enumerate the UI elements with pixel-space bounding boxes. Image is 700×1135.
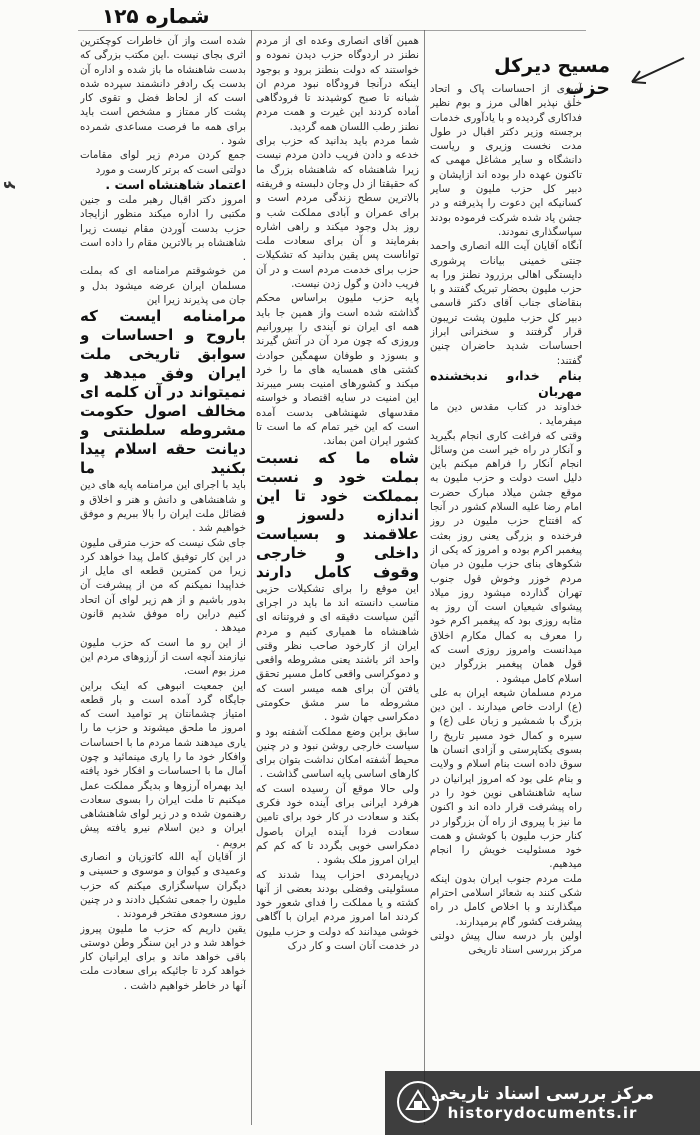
col3-para-7: از این رو ما است که حزب ملیون نیازمند آنچه است از آرزوهای مردم این مرز بوم است. — [80, 636, 246, 678]
col3-para-4: من خوشوقتم مرامنامه ای که بملت مسلمان ایران عرضه میشود بدل و جان می پذیرند زیرا این — [80, 265, 246, 307]
col3-para-5: باید با اجرای این مرامنامه پایه های دین و شاهنشاهی و دانش و هنر و اخلاق و فضائل ملت ایران را بالا ببریم و موفق خواهیم شد . — [80, 479, 246, 535]
col3-bold-1: اعتماد شاهنشاه است . — [105, 176, 246, 192]
col1-para-4: وقتی که فراغت کاری انجام بگیرید و آنکار در راه خیر است من وسائل انجام آنکار را فراهم میکنم باین دلیل است دولت و حزب ملیون به موقع جشن میلاد مبارک حضرت امام رضا علیه السلام کشور در آنجا که افتتاح حزب ملیون در روز فرخنده و بزرگی یعنی روز بعثت پیغمبر اکرم بوده و امروز که یکی از شکوهای بنای حزب ملیون در میان مردم خوزر وخوش قول جنوب تهران گذارده میشود روز میلاد پیشوای شیعیان است آن روز به مثابه روزی بود که پیغمبر اکرم خود را معرف به کمال مکارم اخلاق میدانست وامروز روزی است که قول همان پیغمبر بزرگوار دین اسلام کامل میشود . — [430, 429, 582, 685]
column-3 — [80, 34, 246, 1124]
article-title: مسیح دیرکل حزب — [494, 55, 610, 99]
col3-bold-2: مرامنامه ایست که باروح و احساسات و سوابق تاریخی ملت ایران وفق میدهد و نمیتواند در آن کلمه ای مخالف اصول حکومت مشروطه سلطنتی و دیانت حقه اسلام پیدا بکنید ما — [80, 307, 246, 478]
col2-para-3: پایه حزب ملیون براساس محکم گذاشته شده است واز همین جا باید همه ای ایران نو آیندی را بپرورانیم وروزی که چون مرد آن در آتش گیرند و بسوزد و طوفان سهمگین حوادث کشتی های همسایه های ما را خرد میکند و کشورهای امنیت بسر میبرند این امنیت در سایه اقتصاد و خواسته مقدسهای شهنشاهی بدست آمده است که این خیر تمام که ما است تا کشور ایران امن بماند. — [256, 292, 419, 448]
col3-para-6: جای شک نیست که حزب مترقی ملیون در این کار توفیق کامل پیدا خواهد کرد زیرا من کمترین قطعه ای مایل از خداپیدا نمیکنم که من از پیشرفت آن بدور باشیم و از هم زیر لوای آن اتحاد کنیم دراین راه موفق شدیم قانون میدهد . — [80, 536, 246, 635]
watermark-url: historydocuments.ir — [447, 1104, 638, 1122]
col1-para-5: مردم مسلمان شیعه ایران به علی (ع) ارادت خاص میدارند . این دین بزرگ با شمشیر و زبان علی (ع) و سیره و کمال خود مسیر تاریخ را بسوی یکتاپرستی و آزادی انسان ها سوق داده است بنام اسلام و ولایت و بنام علی بود که امروز ایرانیان در سایه شاهنشاهی نوین خود را در راه پیشرفت قرار داده اند و اکنون ما نیز با پیروی از راه آن بزرگوار در کنار حزب ملیون با کوشش و همت خود مسئولیت خویش را انجام میدهیم. — [430, 686, 582, 871]
column-separator — [251, 30, 252, 1125]
handwritten-arrow-icon — [626, 52, 686, 92]
header-rule — [78, 30, 586, 31]
col3-para-2: جمع کردن مردم زیر لوای مقامات دولتی است که برتر کارست و مورد — [80, 149, 246, 176]
watermark-text: مرکز بررسی اسناد تاریخی — [431, 1084, 654, 1104]
col1-para-2: آنگاه آقایان آیت الله انصاری واحمد جنتی خمینی بیانات پرشوری دایستگی اهالی برزرود نطنز ورا به حزب ملیون بحضار تبریک گفتند و با بنقاضای جناب آقای دکتر قاسمی دبیر کل حزب ملیون پشت تریبون قرار گرفتند و سخنرانی ابراز احساسات شدید حاضران چنین گفتند: — [430, 240, 582, 367]
col2-para-4: این موقع را برای تشکیلات حزبی مناسب دانسته اند ما باید در اجرای آئین سیاست دقیقه ای و فروتنانه ای شاهنشاه ما همیاری کنیم و مردم ایران از کارخود صاحب نظر وقتی واحد اثر باشند یعنی مشروطه واقعی و دموکراسی واقعی کامل مسیر تحقق یافتن آن برای همه میسر است که مشروطه ما سر مشق حکومتی دمکراسی جهان شود . — [256, 582, 419, 724]
column-2 — [256, 34, 419, 1124]
col1-para-3: خداوند در کتاب مقدس دین ما میفرماید . — [430, 400, 582, 428]
issue-number: ۱۲۵ — [102, 4, 139, 28]
col2-bold: شاه ما که نسبت بملت خود و نسبت بمملکت خود تا این اندازه دلسوز و علاقمند و بسیاست داخلی و خارجی وقوف کامل دارند — [256, 448, 419, 581]
col1-bold: بنام خدا،و ندبخشنده مهربان — [430, 367, 582, 399]
column-1 — [430, 82, 582, 1122]
col2-para-2: شما مردم باید بدانید که حزب برای خدعه و دادن فریب دادن مردم نیست زیرا شاهنشاه که شاهنشاه بزرگ ما که حقیقتا از دل وجان دلبسته و فریفته بالاترین سطح زندگی مردم است و برای عمران و آبادی مملکت شب و روز بدل وجود میکند و راهی اشاره بفرمایند و آن برای سعادت ملت تواناست پس یقین بدانید که تشکیلات حزب برای خدمت مردم است و در آن فریب دادن و گول زدن نیست. — [256, 135, 419, 291]
col2-para-1: همین آقای انصاری وعده ای از مردم نطنز در اردوگاه حزب دیدن نموده و خواستند که دولت بنطنز برود و بوجود اینکه درآنجا فرودگاه نبود مردم ان شبانه تا صبح کوشیدند تا فرودگاهی آماده کردند این غیرت و همت مردم نطنز رطب اللسان همه گردید. — [256, 35, 419, 133]
col3-para-8: این جمعیت انبوهی که اینک براین جایگاه گرد آمده است و بار قطعه امتیاز چشمانتان پر توامید است که امروز ما ملحق میشوند و حزب ما را یاری میدهند شما مردم ما با احساسات وافکار خود ما را یاری مینمائید و چون آمال ما با احساسات و افکار خود یافته اید بهمراه آرزوها و بدیگر مملکت عمل میکنیم تا ملت ایران را بسوی سعادت رهنمون شده و در زیر لوای شاهنشاهی ایران و دین اسلام نیرو یافته پیش برویم . — [80, 679, 246, 849]
col2-para-7: درپایمردی احزاب پیدا شدند که مسئولیتی وفضلی بودند بعضی از آنها کشته و یا مملکت را فدای شعور خود کردند اما امروز مردم ایران با آگاهی خوشی میدانند که دولت و حزب ملیون در خدمت آنان است و کار درک — [256, 868, 419, 953]
col1-para-7: اولین بار درسه سال پیش دولتی مرکز بررسی اسناد تاریخی — [430, 929, 582, 957]
col3-para-1: شده است واز آن خاطرات کوچکترین اثری بجای نیست .این مکتب بزرگی که بدست شاهنشاه ما باز شده و اداره آن بدست یک رادفر دانشمند سپرده شده است که از لحاظ فضل و تقوی کار پشت کار ممتاز و مشخص است باید برای همه ما فرصت مساعدی شمرده شود . — [80, 35, 246, 148]
col1-para-6: ملت مردم جنوب ایران بدون اینکه شکی کنند به شعائر اسلامی احترام میگذارند و با اخلاص کامل در راه پیشرفت کشور گام برمیدارند. — [430, 872, 582, 928]
archive-watermark — [385, 1071, 700, 1135]
issue-label: شماره — [145, 4, 210, 28]
archive-logo-icon — [395, 1079, 441, 1125]
adjacent-column-fragment — [584, 80, 606, 640]
col3-para-9: از آقایان آیه الله کاتوزیان و انصاری وعمیدی و کیوان و موسوی و حسینی و دیگران سپاسگزاری میکنم که حزب ملیون را جمعی تشکیل دادند و در چنین روز مسعودی مفتخر فرمودند . — [80, 851, 246, 921]
col2-para-6: ولی حالا موقع آن رسیده است که هرفرد ایرانی برای آینده خود فکری بکند و سعادت در کار خود برای تامین سعادت فردا آینده ایران باصول دمکراسی خوبی بگردد تا که کم کم ایران امروز ملک بشود . — [256, 782, 419, 867]
col2-para-5: سابق براین وضع مملکت آشفته بود و سیاست خارجی روشن نبود و در چنین محیط آشفته امکان نداشت بتوان برای کارهای اساسی پایه اساسی گذاشت . — [256, 725, 419, 781]
margin-handwritten-mark: ۶ — [0, 179, 21, 191]
col1-para-1: آمیزی از احساسات پاک و اتحاد خلق نپذیر اهالی مرز و بوم نظیر فداکاری گردیده و با یادآوری خدمات برجسته وزیر دکتر اقبال در طول مدت نخست وزیری و ریاست دانشگاه و سایر مشاغل مهمی که تاکنون عهده دار بوده اند ازایشان و دبیر کل حزب ملیون و سایر کسانیکه این دعوت را پذیرفته و در جشن یاد شده شرکت فرموده بودند سپاسگذاری نمودند. — [430, 83, 582, 238]
column-separator — [424, 30, 425, 1125]
issue-header — [96, 4, 210, 28]
col3-para-10: یقین داریم که حزب ما ملیون پیروز خواهد شد و در این سنگر وطن دوستی باقی خواهد ماند و برای ایرانیان کار خواهد کرد تا جائیکه برای سعادت ملت آنها در خاطر خواهیم داشت . — [80, 922, 246, 992]
col3-para-3: امروز دکتر اقبال رهبر ملت و جنین مکتبی را اداره میکند منظور ازایجاد حزب بدست آوردن مقام نیست زیرا شاهنشاه بر بالاترین مقام را داده است . — [80, 193, 246, 264]
